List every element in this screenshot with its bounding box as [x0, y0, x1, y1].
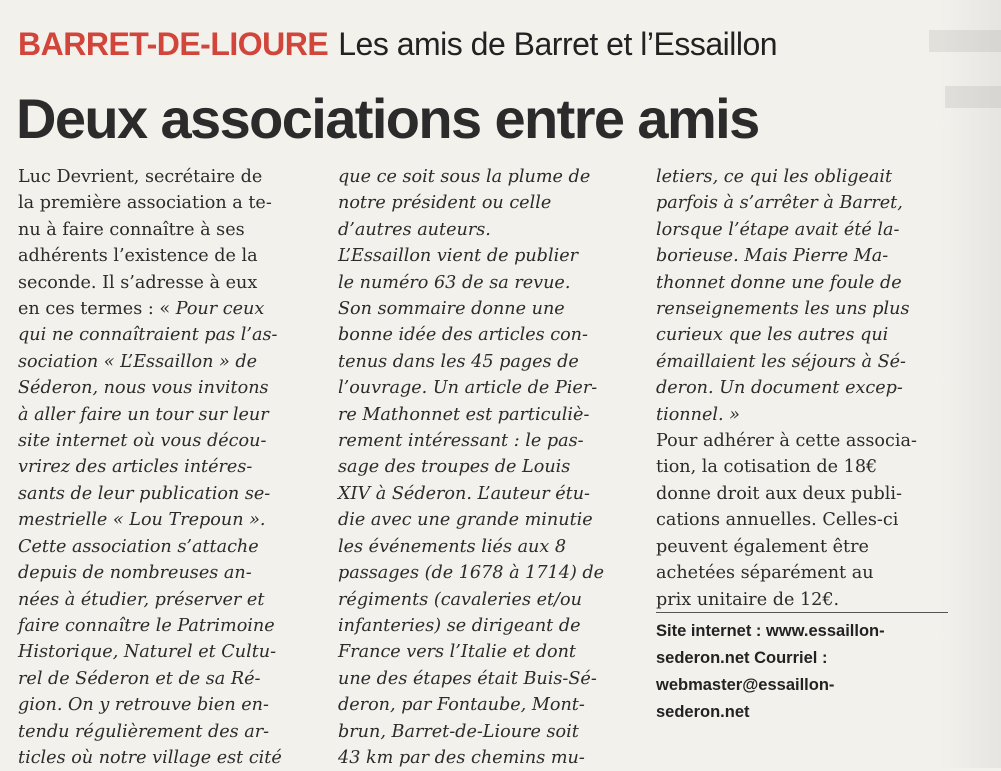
article-kicker [18, 26, 777, 63]
adjacent-article-fragment [929, 30, 1001, 52]
location-label: BARRET-DE-LIOURE [18, 26, 329, 62]
article-column-2: que ce soit sous la plume de notre président ou celle d’autres auteurs. L’Essaillon vient de publier le numéro 63 de sa revue. Son sommaire donne une bonne idée des articles con- tenus dans les 45 pages de l’ouvrage. Un article de Pier- re Mathonnet est particuliè- rement intéressant : le pas- sage des troupes de Louis XIV à Séderon. L’auteur étu- die avec une grande minutie les événements liés aux 8 passages (de 1678 à 1714) de régiments (cavaleries et/ou infanteries) se dirigeant de France vers l’Italie et dont une des étapes était Buis-Sé- deron, par Fontaube, Mont- brun, Barret-de-Lioure soit 43 km par des chemins mu- [338, 167, 605, 768]
article-column-1 [18, 164, 308, 771]
contact-box: Site internet : www.essaillon- sederon.net Courriel : webmaster@essaillon- sederon.net [656, 622, 885, 721]
adjacent-page-shadow [941, 0, 1001, 768]
article-subtitle: Les amis de Barret et l’Essaillon [338, 26, 778, 62]
contact-divider [656, 612, 948, 613]
adjacent-article-fragment [945, 86, 1001, 108]
column-1-intro: Luc Devrient, secrétaire de la première association a te- nu à faire connaître à ses adhérents l’existence de la seconde. Il s’adresse à eux en ces termes : « [18, 167, 272, 320]
membership-info: Pour adhérer à cette associa- tion, la cotisation de 18€ donne droit aux deux publi- cations annuelles. Celles-ci peuvent également être achetées séparément au prix unitaire de 12€. [656, 431, 917, 610]
column-3-quote: letiers, ce qui les obligeait parfois à s’arrêter à Barret, lorsque l’étape avait été la- borieuse. Mais Pierre Ma- thonnet donne une foule de renseignements les uns plus curieux que les autres qui émaillaient les séjours à Sé- deron. Un document excep- tionnel. » [656, 167, 910, 425]
column-1-quote: Pour ceux qui ne connaîtraient pas l’as- sociation « L’Essaillon » de Séderon, nous vous invitons à aller faire un tour sur leur site internet où vous décou- vrirez des articles intéres- sants de leur publication se- mestrielle « Lou Trepoun ». Cette association s’attache depuis de nombreuses an- nées à étudier, préserver et faire connaître le Patrimoine Historique, Naturel et Cultu- rel de Séderon et de sa Ré- gion. On y retrouve bien en- tendu régulièrement des ar- ticles où notre village est cité [18, 299, 282, 768]
article-headline: Deux associations entre amis [16, 87, 759, 150]
article-column-3 [656, 164, 948, 613]
